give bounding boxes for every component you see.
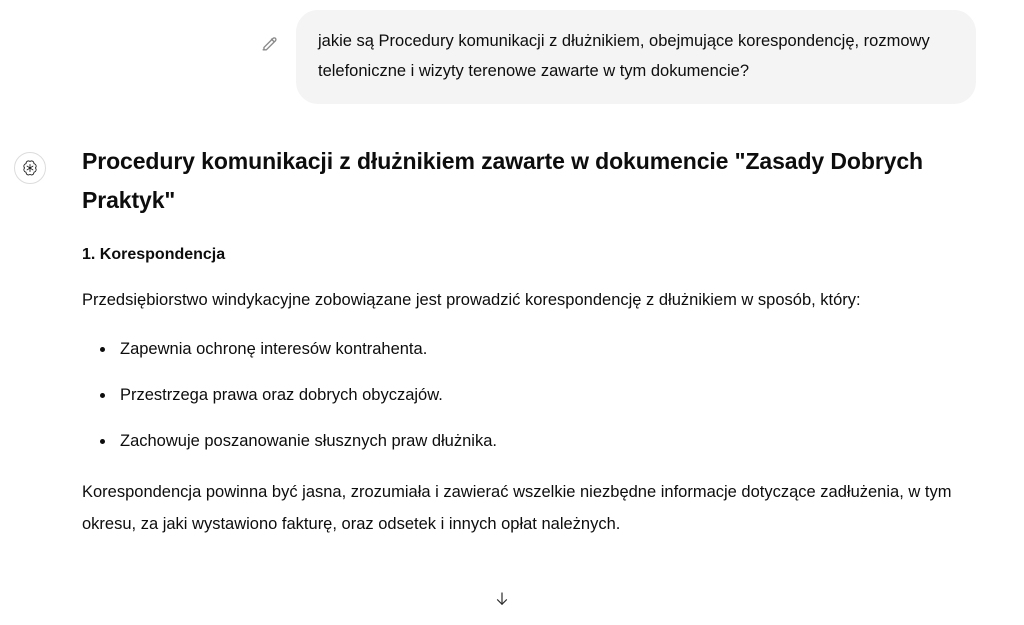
- answer-title: Procedury komunikacji z dłużnikiem zawarte w dokumencie "Zasady Dobrych Praktyk": [82, 148, 924, 213]
- user-message-bubble: jakie są Procedury komunikacji z dłużnikiem, obejmujące korespondencję, rozmowy telefoniczne i wizyty terenowe zawarte w tym dokumencie?: [296, 10, 976, 104]
- pencil-icon[interactable]: [256, 30, 282, 56]
- openai-logo-icon: [14, 152, 46, 184]
- arrow-down-icon[interactable]: [491, 588, 513, 610]
- intro-paragraph: Przedsiębiorstwo windykacyjne zobowiązane jest prowadzić korespondencję z dłużnikiem w sposób, który:: [82, 291, 861, 309]
- bullet-list: [82, 334, 964, 456]
- user-turn: [0, 0, 1024, 104]
- closing-paragraph: Korespondencja powinna być jasna, zrozumiała i zawierać wszelkie niezbędne informacje dotyczące zadłużenia, w tym okresu, za jaki wystawiono fakturę, oraz odsetek i innych opłat należnych.: [82, 483, 952, 533]
- section-heading: 1. Korespondencja: [82, 246, 226, 263]
- list-item: Przestrzega prawa oraz dobrych obyczajów.: [120, 380, 964, 410]
- assistant-message-body: [82, 142, 964, 558]
- list-item: Zachowuje poszanowanie słusznych praw dłużnika.: [120, 426, 964, 456]
- assistant-turn: [0, 104, 1024, 558]
- list-item: Zapewnia ochronę interesów kontrahenta.: [120, 334, 964, 364]
